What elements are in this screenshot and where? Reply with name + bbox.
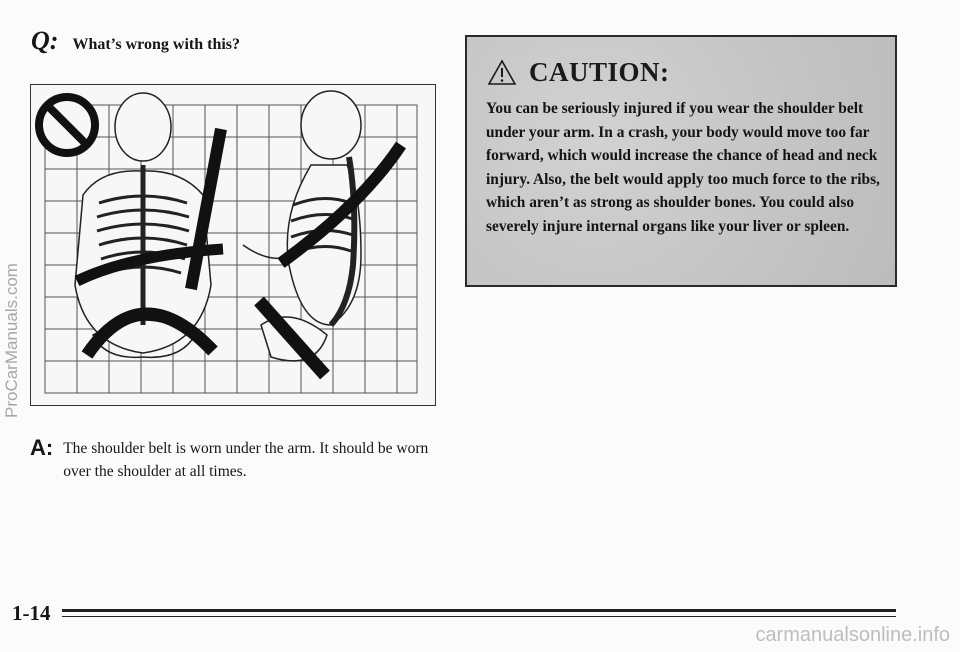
caution-header [487, 57, 670, 88]
skeleton-seatbelt-illustration [31, 85, 435, 405]
page-number: 1-14 [12, 601, 51, 625]
watermark-left: ProCarManuals.com [2, 263, 21, 418]
answer-mark-label: A: [30, 435, 54, 460]
caution-title: CAUTION: [529, 57, 670, 87]
question-mark-label: Q: [31, 26, 59, 55]
prohibited-icon [39, 97, 95, 153]
answer-block [30, 436, 440, 483]
question-text: What’s wrong with this? [72, 36, 241, 53]
answer-text: The shoulder belt is worn under the arm. It should be worn over the shoulder at all times. [63, 440, 429, 480]
watermark-bottom: carmanualsonline.info [755, 624, 950, 646]
warning-triangle-icon [487, 59, 517, 86]
question-line [31, 26, 240, 56]
illustration-figure [30, 84, 436, 406]
caution-box [465, 35, 897, 287]
caution-body-text: You can be seriously injured if you wear the shoulder belt under your arm. In a crash, your body would move too far forward, which would increase the chance of head and neck injury. Also, the belt would apply too much force to the ribs, which aren’t as strong as shoulder bones. You could also severely injure internal organs like your liver or spleen. [486, 100, 880, 235]
footer-rule-thin [62, 616, 896, 617]
footer-rule-thick [62, 609, 896, 612]
